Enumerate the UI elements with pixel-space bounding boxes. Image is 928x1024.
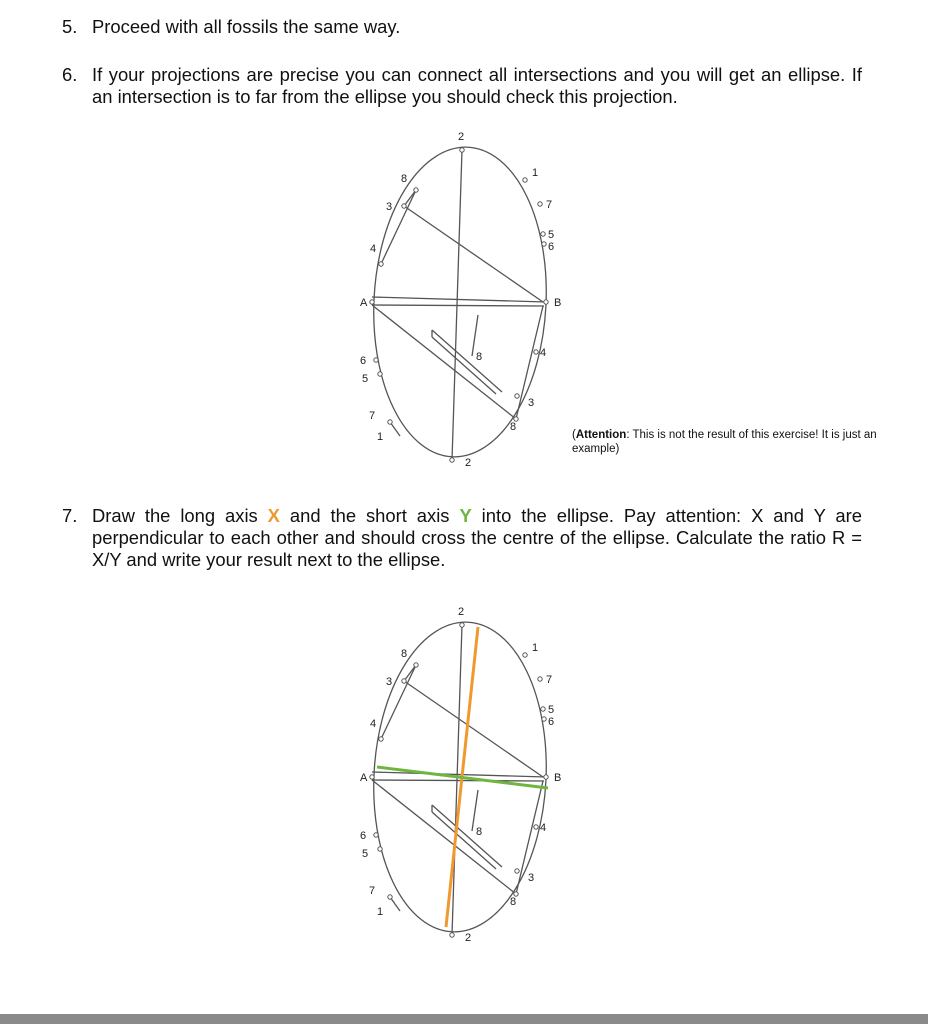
point-label: 2 <box>458 606 465 618</box>
projection-line <box>432 337 496 394</box>
y-axis-label: Y <box>459 505 472 526</box>
step-text <box>92 505 862 571</box>
point-label: B <box>554 772 562 784</box>
projection-line <box>404 681 543 777</box>
point-label: 8 <box>401 648 408 660</box>
bottom-scroll-bar[interactable] <box>0 1014 928 1024</box>
point-label: 3 <box>386 201 393 213</box>
point-label: 5 <box>362 373 369 385</box>
step-number: 7. <box>62 505 78 526</box>
step-text-part: Draw the long axis <box>92 505 268 526</box>
note-open: ( <box>572 429 576 441</box>
projection-line <box>472 790 478 831</box>
ellipse-diagram <box>340 130 580 475</box>
point-label: 3 <box>528 397 535 409</box>
point-label: 6 <box>360 355 367 367</box>
point-label: 1 <box>532 642 539 654</box>
projection-line <box>372 305 544 306</box>
point-label: 7 <box>546 674 553 686</box>
point-label: 6 <box>360 830 367 842</box>
ellipse-diagram-with-axes <box>340 605 580 950</box>
note-rest: : This is not the result of this exercise! It is just an example) <box>572 429 877 455</box>
step-number: 6. <box>62 64 78 85</box>
point-label: 8 <box>476 826 483 838</box>
point-label: 4 <box>370 718 377 730</box>
point-label: B <box>554 297 562 309</box>
projection-line <box>372 297 546 302</box>
attention-note <box>572 428 877 456</box>
point-label: 6 <box>548 241 555 253</box>
point-label: A <box>360 297 368 309</box>
point-label: 7 <box>369 885 376 897</box>
point-label: 4 <box>370 243 377 255</box>
projection-line <box>372 780 516 894</box>
point-label: 1 <box>377 906 384 918</box>
x-axis-label: X <box>267 505 280 526</box>
projection-line <box>472 315 478 356</box>
projection-line <box>372 305 516 419</box>
point-label: 7 <box>546 199 553 211</box>
step-text-part: into the ellipse. Pay attention: X and Y are perpendicular to each other and should cross the centre of the ellipse. Calculate the ratio R = X/Y and write your result next to the ellipse. <box>92 505 863 570</box>
step-text: Proceed with all fossils the same way. <box>92 16 401 37</box>
point-label: 8 <box>510 896 517 908</box>
point-label: 1 <box>532 167 539 179</box>
point-label: 5 <box>362 848 369 860</box>
projection-line <box>372 780 544 781</box>
note-bold: Attention <box>575 429 627 441</box>
point-label: 4 <box>540 822 547 834</box>
point-label: 8 <box>401 173 408 185</box>
point-label: 8 <box>510 421 517 433</box>
ellipse-axes-figure <box>340 605 580 950</box>
point-label: 3 <box>528 872 535 884</box>
point-label: 7 <box>369 410 376 422</box>
point-label: 5 <box>548 704 555 716</box>
step-number: 5. <box>62 16 78 37</box>
point-label: 6 <box>548 716 555 728</box>
point-label: 3 <box>386 676 393 688</box>
step-text: If your projections are precise you can connect all intersections and you will get an ellipse. If an intersection is to far from the ellipse you should check this projection. <box>92 64 862 107</box>
step-text-part: and the short axis <box>279 505 460 526</box>
projection-line <box>432 812 496 869</box>
point-label: 8 <box>476 351 483 363</box>
point-label: 2 <box>458 131 465 143</box>
point-label: A <box>360 772 368 784</box>
point-label: 1 <box>377 431 384 443</box>
ellipse-example-figure <box>340 130 580 475</box>
point-label: 4 <box>540 347 547 359</box>
point-label: 2 <box>465 457 472 469</box>
point-label: 2 <box>465 932 472 944</box>
projection-line <box>404 206 543 302</box>
point-label: 5 <box>548 229 555 241</box>
